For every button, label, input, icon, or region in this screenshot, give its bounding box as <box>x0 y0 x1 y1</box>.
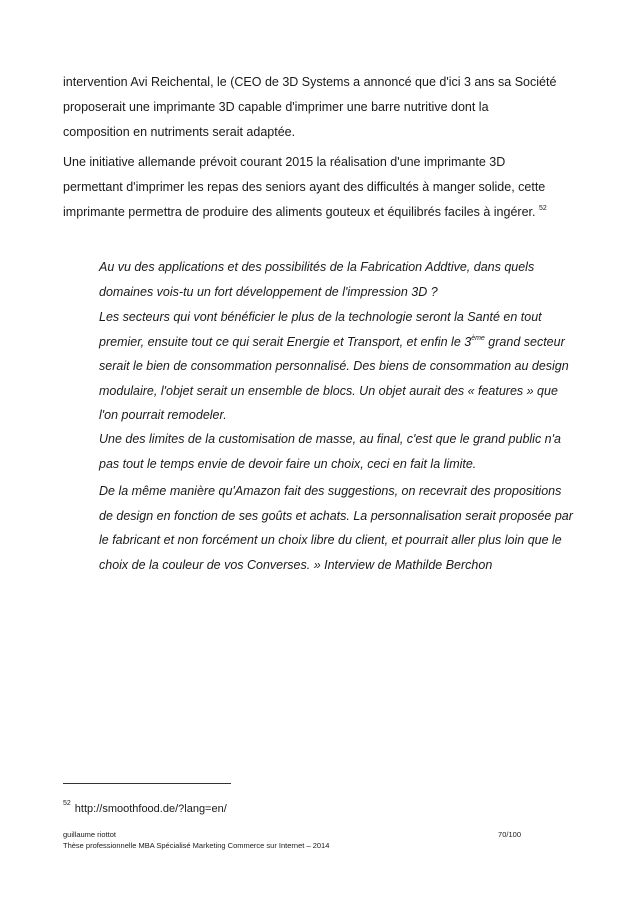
interview-answer <box>99 427 569 476</box>
footnote-link[interactable]: http://smoothfood.de/?lang=en/ <box>74 803 227 815</box>
text-line: Une des limites de la customisation de masse, au final, c'est que le grand public n'a <box>99 432 561 446</box>
text-line-content: imprimante permettra de produire des aliments gouteux et équilibrés faciles à ingérer. <box>63 205 536 219</box>
text-line: domaines vois-tu un fort développement de l'impression 3D ? <box>99 284 438 299</box>
text-line: De la même manière qu'Amazon fait des suggestions, on recevrait des propositions <box>99 484 562 498</box>
text-line: Une initiative allemande prévoit courant 2015 la réalisation d'une imprimante 3D <box>63 155 506 169</box>
text-line: le fabricant et non forcément un choix libre du client, et pourrait aller plus loin que le <box>99 533 562 547</box>
footer-subtitle: Thèse professionnelle MBA Spécialisé Marketing Commerce sur Internet – 2014 <box>63 841 330 850</box>
text-segment: premier, ensuite tout ce qui serait Energie et Transport, et enfin le 3 <box>99 334 472 349</box>
body-paragraph <box>63 150 563 225</box>
text-line: permettant d'imprimer les repas des seniors ayant des difficultés à manger solide, cette <box>63 180 546 194</box>
page-footer <box>63 829 521 851</box>
text-line: serait le bien de consommation personnalisé. Des biens de consommation au design <box>99 359 569 373</box>
text-line <box>63 200 563 225</box>
footnote-reference[interactable]: 52 <box>538 205 547 212</box>
footnote-divider <box>63 783 231 784</box>
text-segment: grand secteur <box>484 334 565 349</box>
text-line: intervention Avi Reichental, le (CEO de 3D Systems a annoncé que d'ici 3 ans sa Société <box>63 75 557 89</box>
text-line: Au vu des applications et des possibilités de la Fabrication Addtive, dans quels <box>99 260 535 274</box>
text-line: modulaire, l'objet serait un ensemble de blocs. Un objet aurait des « features » que <box>99 383 558 398</box>
text-line: Les secteurs qui vont bénéficier le plus de la technologie seront la Santé en tout <box>99 310 542 324</box>
interview-question <box>99 255 569 304</box>
text-line: choix de la couleur de vos Converses. » Interview de Mathilde Berchon <box>99 557 493 572</box>
body-paragraph <box>63 70 563 145</box>
ordinal-suffix: ème <box>471 334 485 342</box>
interview-answer <box>99 305 569 428</box>
text-line: pas tout le temps envie de devoir faire un choix, ceci en fait la limite. <box>99 456 477 471</box>
text-line: proposerait une imprimante 3D capable d'imprimer une barre nutritive dont la <box>63 100 489 114</box>
text-line: l'on pourrait remodeler. <box>99 408 227 422</box>
footnote-number: 52 <box>63 800 71 807</box>
text-line: composition en nutriments serait adaptée. <box>63 125 296 139</box>
text-line <box>99 330 569 355</box>
page-number: 70/100 <box>498 830 521 839</box>
footer-author: guillaume riottot <box>63 830 116 839</box>
interview-answer <box>99 479 573 577</box>
text-line: de design en fonction de ses goûts et achats. La personnalisation serait proposée par <box>99 508 573 523</box>
footnote <box>63 800 227 815</box>
